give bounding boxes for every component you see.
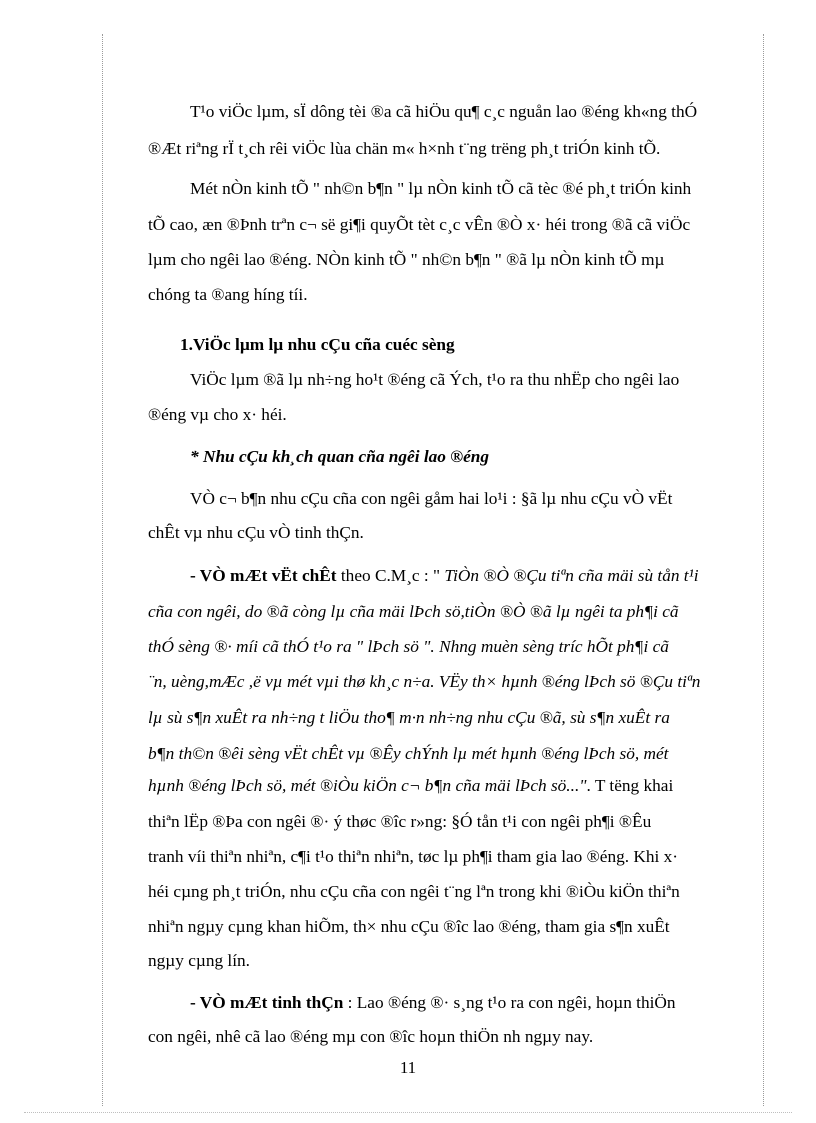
section-heading: 1.ViÖc lµm lµ nhu cÇu cña cuéc sèng (180, 335, 455, 354)
paragraph-2-line-1: Mét nÒn kinh tÕ " nh©n b¶n " lµ nÒn kinh tÕ cã tèc ®é ph¸t triÓn kinh (190, 179, 692, 198)
paragraph-1-line-2: ®Æt riªng rÏ t¸ch rêi viÖc lùa chän m« h×nh t¨ng trëng ph¸t triÓn kinh tÕ. (148, 139, 661, 158)
paragraph-6-line-2: con ngêi, nhê cã lao ®éng mµ con ®îc hoµn thiÖn nh ngµy nay. (148, 1027, 594, 1046)
quote-after: . T tëng khai (586, 776, 674, 795)
page-bottom-rule (24, 1112, 792, 1113)
paragraph-5-line-7 (148, 775, 673, 797)
paragraph-5-line-4: ¨n, uèng,mÆc ,ë vµ mét vµi thø kh¸c n÷a. VËy th× hµnh ®éng lÞch sö ®Çu tiªn (148, 672, 701, 691)
quote-end: hµnh ®éng lÞch sö, mét ®iÒu kiÖn c¬ b¶n cña mäi lÞch sö..." (148, 776, 587, 795)
paragraph-5-line-2: cña con ngêi, do ®ã còng lµ cña mäi lÞch sö,tiÒn ®Ò ®ã lµ ngêi ta ph¶i cã (148, 602, 679, 621)
material-aspect-label: - VÒ mÆt vËt chÊt (190, 566, 337, 585)
paragraph-6-line-1 (190, 992, 676, 1014)
paragraph-5-line-9: tranh víi thiªn nhiªn, c¶i t¹o thiªn nhiªn, tøc lµ ph¶i tham gia lao ®éng. Khi x· (148, 847, 679, 866)
paragraph-5-line-12: ngµy cµng lín. (148, 951, 250, 970)
paragraph-4-line-1: VÒ c¬ b¶n nhu cÇu cña con ngêi gåm hai lo¹i : §ã lµ nhu cÇu vÒ vËt (190, 489, 673, 508)
paragraph-4-line-2: chÊt vµ nhu cÇu vÒ tinh thÇn. (148, 523, 364, 542)
paragraph-3-line-2: ®éng vµ cho x· héi. (148, 405, 287, 424)
paragraph-2-line-3: lµm cho ngêi lao ®éng. NÒn kinh tÕ " nh©n b¶n " ®ã lµ nÒn kinh tÕ mµ (148, 250, 665, 269)
paragraph-5-line-6: b¶n th©n ®êi sèng vËt chÊt vµ ®Êy chÝnh lµ mét hµnh ®éng lÞch sö, mét (148, 744, 669, 763)
paragraph-5-line-3: thÓ sèng ®· míi cã thÓ t¹o ra " lÞch sö ". Nhng muèn sèng tríc hÕt ph¶i cã (148, 637, 669, 656)
spiritual-aspect-text: : Lao ®éng ®· s¸ng t¹o ra con ngêi, hoµn thiÖn (343, 993, 676, 1012)
quote-start: TiÒn ®Ò ®Çu tiªn cña mäi sù tån t¹i (444, 566, 699, 585)
paragraph-2-line-4: chóng ta ®ang híng tíi. (148, 285, 308, 304)
paragraph-3-line-1: ViÖc lµm ®ã lµ nh÷ng ho¹t ®éng cã Ých, t¹o ra thu nhËp cho ngêi lao (190, 370, 680, 389)
paragraph-1-line-1: T¹o viÖc lµm, sÏ dông tèi ®a cã hiÖu qu¶ c¸c nguån lao ®éng kh«ng thÓ (190, 102, 698, 121)
paragraph-5-line-5: lµ sù s¶n xuÊt ra nh÷ng t liÖu tho¶ m·n nh÷ng nhu cÇu ®ã, sù s¶n xuÊt ra (148, 708, 670, 727)
page-number: 11 (399, 1058, 417, 1077)
spiritual-aspect-label: - VÒ mÆt tinh thÇn (190, 993, 344, 1012)
paragraph-2-line-2: tÕ cao, æn ®Þnh trªn c¬ së gi¶i quyÕt tèt c¸c vÊn ®Ò x· héi trong ®ã cã viÖc (148, 215, 691, 234)
paragraph-5-line-11: nhiªn ngµy cµng khan hiÕm, th× nhu cÇu ®îc lao ®éng, tham gia s¶n xuÊt (148, 917, 670, 936)
subsection-heading: * Nhu cÇu kh¸ch quan cña ngêi lao ®éng (190, 447, 490, 466)
paragraph-5-line-8: thiªn lËp ®Þa con ngêi ®· ý thøc ®îc r»ng: §Ó tån t¹i con ngêi ph¶i ®Êu (148, 812, 652, 831)
paragraph-5-line-10: héi cµng ph¸t triÓn, nhu cÇu cña con ngêi t¨ng lªn trong khi ®iÒu kiÖn thiªn (148, 882, 680, 901)
quote-intro: theo C.M¸c : " (336, 566, 445, 585)
paragraph-5-line-1 (190, 565, 699, 587)
